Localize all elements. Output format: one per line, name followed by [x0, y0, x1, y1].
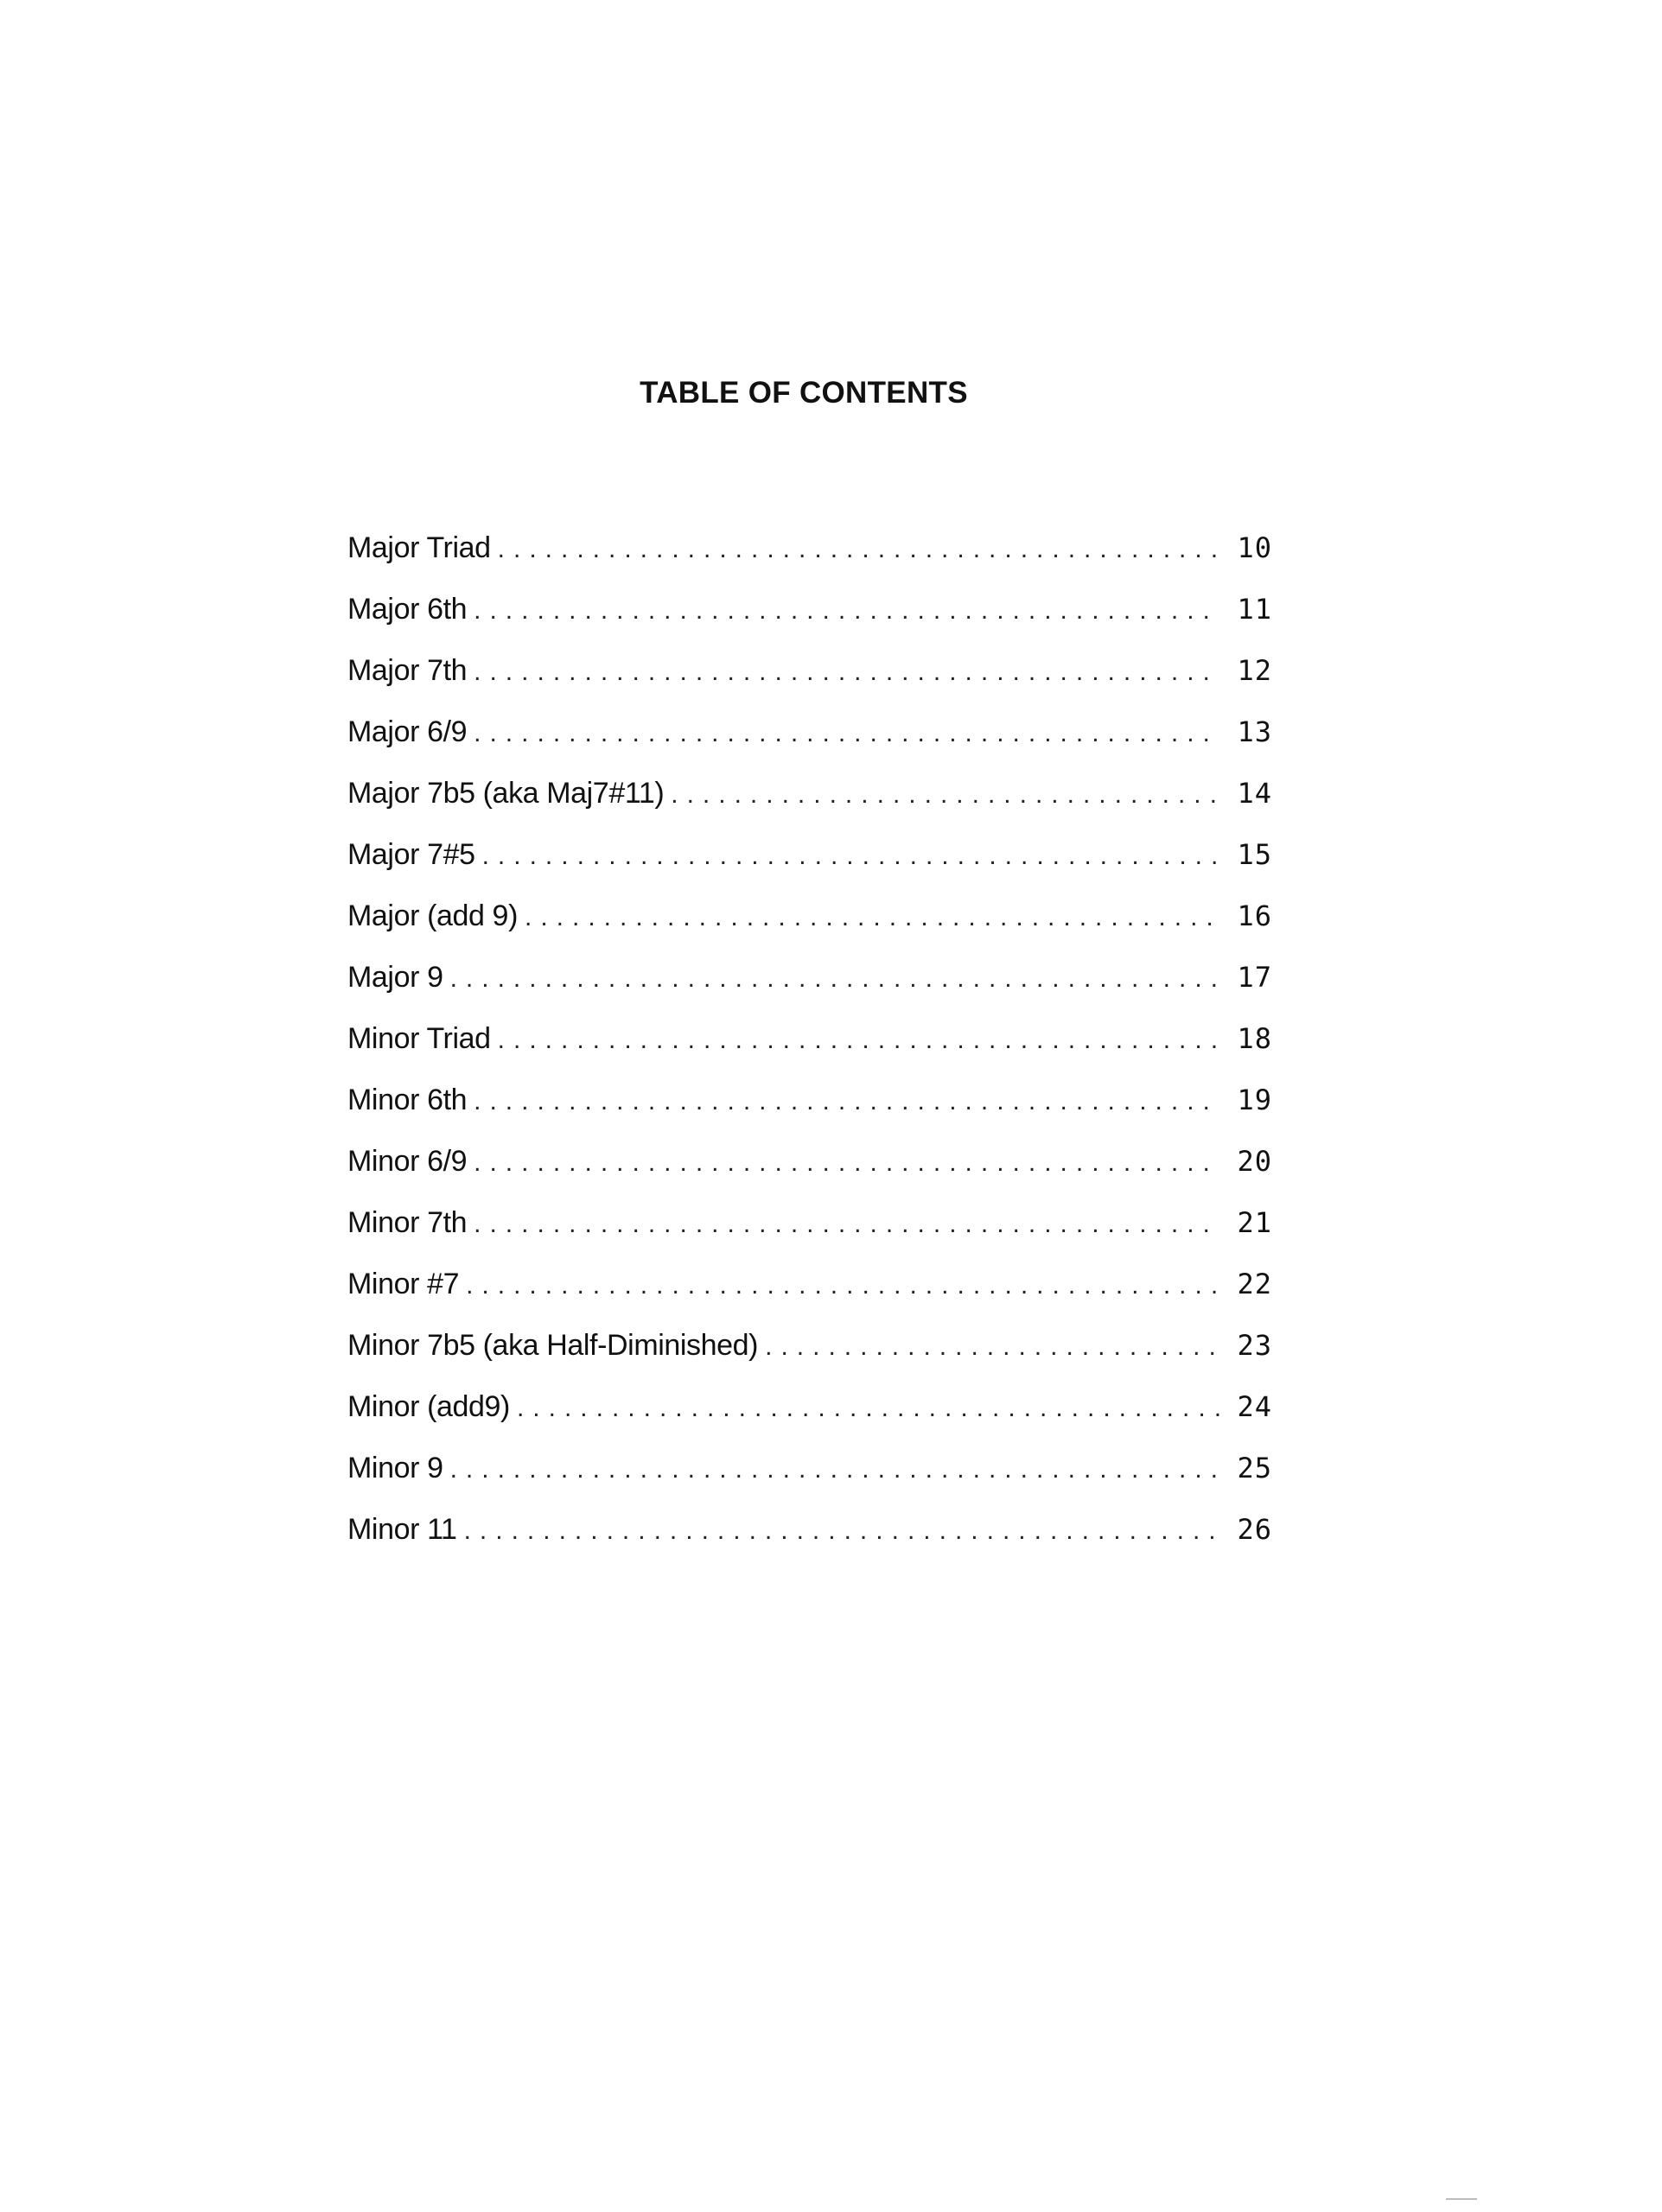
dot-leader [464, 1516, 1220, 1546]
dot-leader [671, 780, 1220, 810]
toc-page-number: 20 [1237, 1145, 1272, 1178]
page-corner-mark [1446, 2198, 1477, 2200]
toc-entry-label: Minor (add9) [347, 1390, 510, 1423]
toc-page-number: 26 [1237, 1513, 1272, 1546]
toc-entry-label: Minor Triad [347, 1022, 491, 1055]
toc-entry[interactable] [347, 1268, 1272, 1329]
toc-entry-label: Major 9 [347, 961, 443, 994]
toc-entry-label: Minor 7b5 (aka Half-Diminished) [347, 1329, 759, 1362]
toc-page-number: 10 [1237, 531, 1272, 564]
toc-entry-label: Minor 7th [347, 1206, 468, 1239]
dot-leader [450, 964, 1220, 994]
toc-entry-label: Major 7#5 [347, 838, 475, 871]
toc-page-number: 12 [1237, 654, 1272, 687]
toc-page-number: 23 [1237, 1329, 1272, 1362]
dot-leader [474, 719, 1220, 748]
toc-entry[interactable] [347, 1084, 1272, 1145]
dot-leader [474, 1148, 1220, 1178]
dot-leader [498, 535, 1220, 564]
dot-leader [525, 903, 1220, 932]
toc-page-number: 15 [1237, 838, 1272, 871]
dot-leader [466, 1271, 1220, 1300]
dot-leader [474, 1087, 1220, 1116]
dot-leader [765, 1332, 1220, 1362]
toc-entry[interactable] [347, 1206, 1272, 1268]
toc-entry-label: Major (add 9) [347, 899, 518, 932]
toc-entry[interactable] [347, 961, 1272, 1022]
dot-leader [498, 1026, 1220, 1055]
table-of-contents [347, 531, 1272, 1574]
toc-entry[interactable] [347, 654, 1272, 715]
toc-page-number: 25 [1237, 1452, 1272, 1484]
toc-page-number: 17 [1237, 961, 1272, 994]
dot-leader [474, 658, 1220, 687]
toc-page-number: 16 [1237, 899, 1272, 932]
toc-entry[interactable] [347, 899, 1272, 961]
toc-entry[interactable] [347, 1452, 1272, 1513]
toc-page-number: 14 [1237, 777, 1272, 810]
toc-entry[interactable] [347, 777, 1272, 838]
dot-leader [517, 1394, 1220, 1423]
toc-entry[interactable] [347, 1022, 1272, 1084]
toc-entry-label: Minor 6/9 [347, 1145, 468, 1178]
dot-leader [474, 596, 1220, 626]
toc-entry-label: Major Triad [347, 531, 491, 564]
toc-entry-label: Minor 6th [347, 1084, 468, 1116]
toc-entry-label: Major 7b5 (aka Maj7#11) [347, 777, 665, 810]
toc-page-number: 22 [1237, 1268, 1272, 1300]
toc-page-number: 21 [1237, 1206, 1272, 1239]
toc-page-number: 13 [1237, 715, 1272, 748]
dot-leader [482, 842, 1220, 871]
toc-entry-label: Major 6th [347, 593, 468, 626]
dot-leader [450, 1455, 1220, 1484]
toc-page-number: 11 [1237, 593, 1272, 626]
page-title: TABLE OF CONTENTS [640, 376, 968, 410]
toc-page-number: 24 [1237, 1390, 1272, 1423]
toc-entry[interactable] [347, 715, 1272, 777]
toc-entry-label: Major 7th [347, 654, 468, 687]
toc-page-number: 18 [1237, 1022, 1272, 1055]
toc-entry[interactable] [347, 1329, 1272, 1390]
toc-entry[interactable] [347, 1513, 1272, 1574]
toc-entry[interactable] [347, 593, 1272, 654]
toc-page-number: 19 [1237, 1084, 1272, 1116]
toc-entry[interactable] [347, 531, 1272, 593]
toc-entry[interactable] [347, 838, 1272, 899]
toc-entry[interactable] [347, 1145, 1272, 1206]
toc-entry-label: Minor 9 [347, 1452, 443, 1484]
dot-leader [474, 1210, 1220, 1239]
toc-entry-label: Major 6/9 [347, 715, 468, 748]
toc-entry-label: Minor 11 [347, 1513, 457, 1546]
toc-entry[interactable] [347, 1390, 1272, 1452]
toc-entry-label: Minor #7 [347, 1268, 460, 1300]
